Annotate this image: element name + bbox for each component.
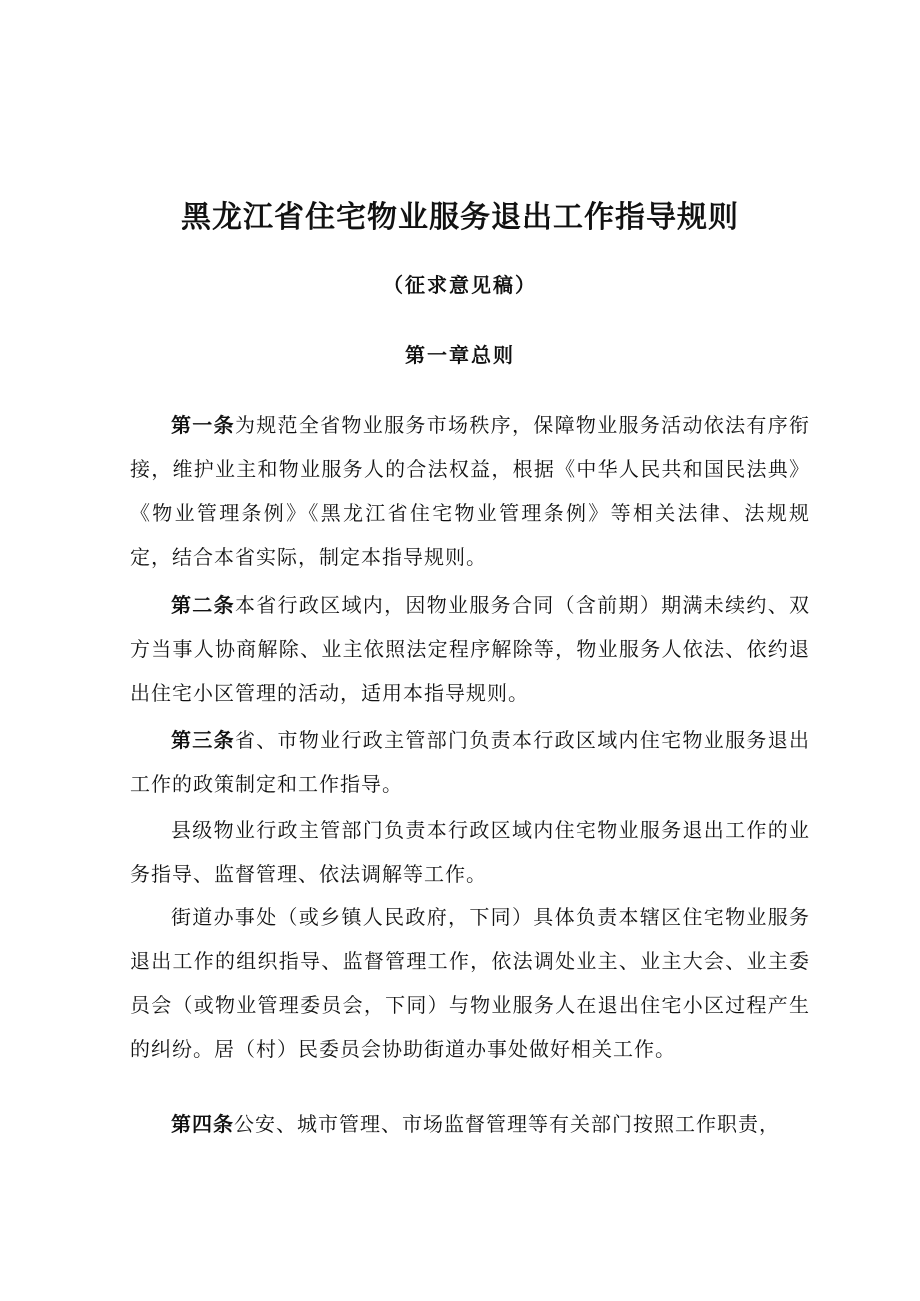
article-1-paragraph [130, 403, 810, 579]
article-label: 第四条 [171, 1112, 234, 1136]
chapter-heading: 第一章总则 [405, 343, 515, 367]
article-3-street-paragraph [130, 895, 810, 1071]
article-text: 为规范全省物业服务市场秩序，保障物业服务活动依法有序衔接，维护业主和物业服务人的合法权益，根据《中华人民共和国民法典》《物业管理条例》《黑龙江省住宅物业管理条例》等相关法律、法规规定，结合本省实际，制定本指导规则。 [130, 413, 811, 569]
article-label: 第二条 [171, 593, 235, 617]
article-2-paragraph [130, 583, 810, 715]
article-text: 公安、城市管理、市场监督管理等有关部门按照工作职责， [234, 1112, 780, 1136]
article-text: 省、市物业行政主管部门负责本行政区域内住宅物业服务退出工作的政策制定和工作指导。 [130, 728, 811, 796]
article-text: 本省行政区域内，因物业服务合同（含前期）期满未续约、双方当事人协商解除、业主依照法定程序解除等，物业服务人依法、依约退出住宅小区管理的活动，适用本指导规则。 [130, 593, 811, 705]
article-4-paragraph [130, 1102, 810, 1146]
document-title: 黑龙江省住宅物业服务退出工作指导规则 [181, 200, 739, 235]
article-label: 第三条 [171, 728, 235, 752]
article-3-county-paragraph [130, 808, 810, 896]
document-subtitle: （征求意见稿） [383, 273, 537, 297]
article-text: 县级物业行政主管部门负责本行政区域内住宅物业服务退出工作的业务指导、监督管理、依法调解等工作。 [130, 818, 810, 886]
article-3-paragraph [130, 718, 810, 806]
article-text: 街道办事处（或乡镇人民政府，下同）具体负责本辖区住宅物业服务退出工作的组织指导、监督管理工作，依法调处业主、业主大会、业主委员会（或物业管理委员会，下同）与物业服务人在退出住宅小区过程产生的纠纷。居（村）民委员会协助街道办事处做好相关工作。 [130, 905, 810, 1061]
article-label: 第一条 [171, 413, 235, 437]
